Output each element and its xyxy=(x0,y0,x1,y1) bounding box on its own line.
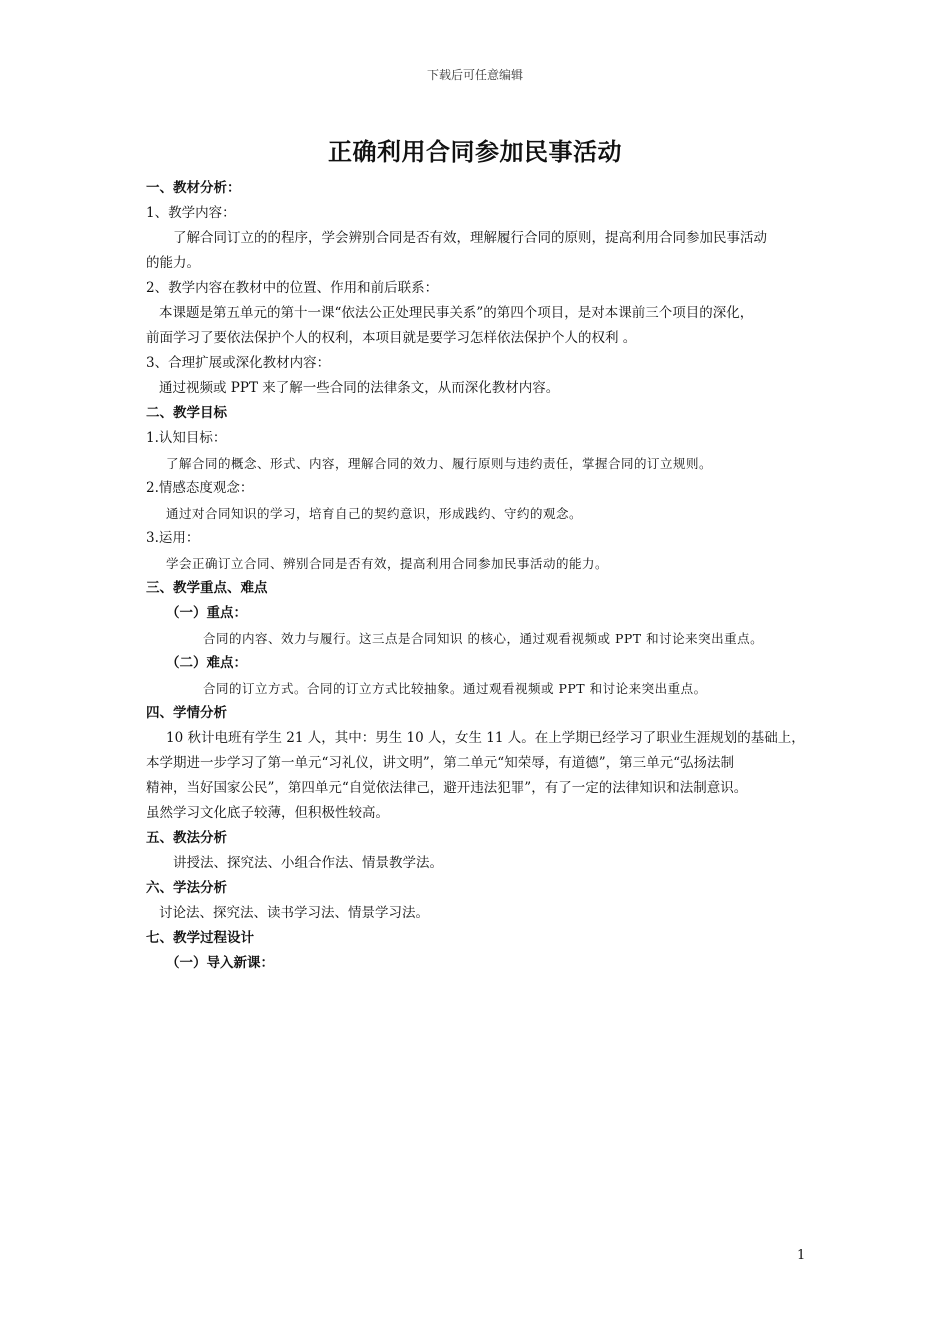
body-line: 1、教学内容： xyxy=(146,205,236,221)
section-heading: 四、学情分析 xyxy=(146,705,227,721)
body-line: 前面学习了要依法保护个人的权利，本项目就是要学习怎样依法保护个人的权利 。 xyxy=(146,330,637,346)
body-line: 1.认知目标： xyxy=(146,430,227,446)
body-line: 本学期进一步学习了第一单元“习礼仪，讲文明”，第二单元“知荣辱，有道德”，第三单元“弘扬法制 xyxy=(146,755,735,771)
body-line: 通过对合同知识的学习，培育自己的契约意识，形成践约、守约的观念。 xyxy=(166,506,583,521)
section-heading: 三、教学重点、难点 xyxy=(146,580,268,596)
section-heading: 一、教材分析： xyxy=(146,180,241,196)
section-heading: （二）难点： xyxy=(166,655,247,671)
section-heading: 七、教学过程设计 xyxy=(146,930,254,946)
section-heading: （一）导入新课： xyxy=(166,955,274,971)
body-line: 2.情感态度观念： xyxy=(146,480,254,496)
body-line: 虽然学习文化底子较薄，但积极性较高。 xyxy=(146,805,389,821)
document-title: 正确利用合同参加民事活动 xyxy=(328,138,622,166)
body-line: 2、教学内容在教材中的位置、作用和前后联系： xyxy=(146,280,439,296)
body-line: 了解合同订立的的程序，学会辨别合同是否有效，理解履行合同的原则，提高利用合同参加民事活动 xyxy=(173,230,767,246)
body-line: 学会正确订立合同、辨别合同是否有效，提高利用合同参加民事活动的能力。 xyxy=(166,556,609,571)
body-line: 3、合理扩展或深化教材内容： xyxy=(146,355,331,371)
section-heading: 五、教法分析 xyxy=(146,830,227,846)
page-number: 1 xyxy=(797,1248,806,1263)
body-line: 精神，当好国家公民”，第四单元“自觉依法律己，避开违法犯罪”，有了一定的法律知识和法制意识。 xyxy=(146,780,748,796)
section-heading: 六、学法分析 xyxy=(146,880,227,896)
document-body xyxy=(146,176,814,976)
body-line: 讨论法、探究法、读书学习法、情景学习法。 xyxy=(159,905,429,921)
body-line: 通过视频或 PPT 来了解一些合同的法律条文，从而深化教材内容。 xyxy=(159,380,560,396)
section-heading: （一）重点： xyxy=(166,605,247,621)
body-line: 合同的内容、效力与履行。这三点是合同知识 的核心，通过观看视频或 PPT 和讨论来突出重点。 xyxy=(203,631,764,646)
body-line: 本课题是第五单元的第十一课“依法公正处理民事关系”的第四个项目，是对本课前三个项目的深化， xyxy=(159,305,754,321)
body-line: 10 秋计电班有学生 21 人，其中：男生 10 人，女生 11 人。在上学期已经学习了职业生涯规划的基础上， xyxy=(166,730,805,746)
body-line: 了解合同的概念、形式、内容，理解合同的效力、履行原则与违约责任，掌握合同的订立规则。 xyxy=(166,456,713,471)
body-line: 讲授法、探究法、小组合作法、情景教学法。 xyxy=(173,855,443,871)
body-line: 3.运用： xyxy=(146,530,200,546)
body-line: 合同的订立方式。合同的订立方式比较抽象。通过观看视频或 PPT 和讨论来突出重点。 xyxy=(203,681,707,696)
section-heading: 二、教学目标 xyxy=(146,405,227,421)
page-header: 下载后可任意编辑 xyxy=(426,68,523,82)
body-line: 的能力。 xyxy=(146,255,200,271)
